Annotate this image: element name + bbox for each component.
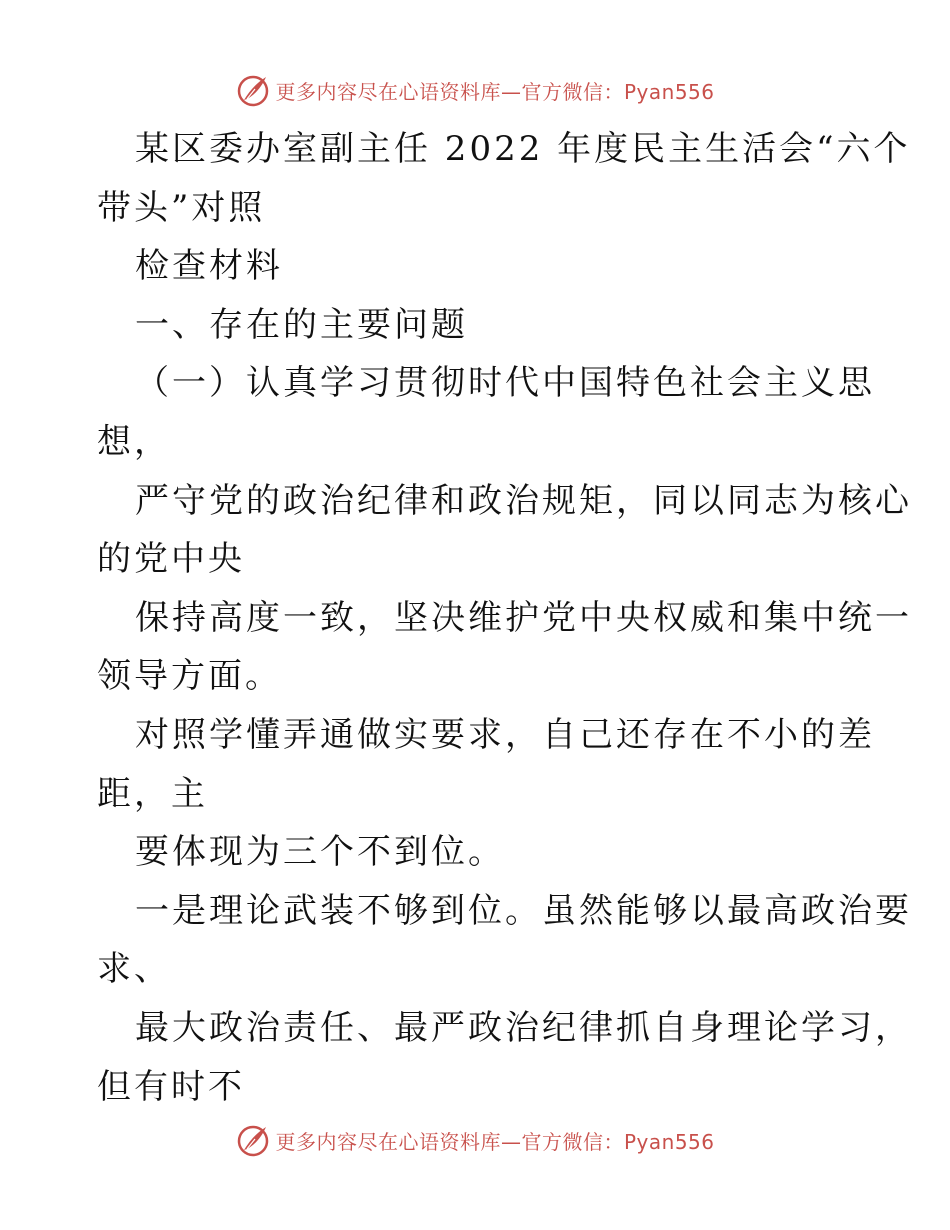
text-line: 带头”对照 (97, 187, 266, 228)
footer-watermark (0, 1120, 950, 1160)
feather-pen-logo-icon (235, 72, 271, 108)
text-line: 一是理论武装不够到位。虽然能够以最高政治要 (135, 890, 912, 931)
text-line: 保持高度一致，坚决维护党中央权威和集中统一 (135, 597, 912, 638)
text-line: 求、 (97, 949, 171, 990)
text-line: 对照学懂弄通做实要求，自己还存在不小的差 (135, 714, 875, 755)
text-line: 某区委办室副主任 2022 年度民主生活会“六个 (135, 129, 911, 169)
text-line: 但有时不 (97, 1066, 245, 1107)
header-watermark (0, 70, 950, 110)
text-line: 检查材料 (135, 246, 283, 287)
text-line: 的党中央 (97, 539, 245, 580)
document-body (97, 120, 912, 1116)
text-line: 最大政治责任、最严政治纪律抓自身理论学习， (135, 1007, 912, 1048)
text-line: 领导方面。 (97, 656, 282, 697)
feather-pen-logo-icon (235, 1122, 271, 1158)
text-line: 要体现为三个不到位。 (135, 832, 505, 873)
text-line: （一）认真学习贯彻时代中国特色社会主义思 (135, 363, 875, 404)
text-line: 想， (97, 421, 171, 462)
text-line: 距，主 (97, 773, 208, 814)
text-line: 严守党的政治纪律和政治规矩，同以同志为核心 (135, 480, 912, 521)
watermark-text: 更多内容尽在心语资料库—官方微信：Pyan556 (275, 79, 715, 104)
watermark-text: 更多内容尽在心语资料库—官方微信：Pyan556 (275, 1129, 715, 1154)
text-line: 一、存在的主要问题 (135, 304, 468, 345)
